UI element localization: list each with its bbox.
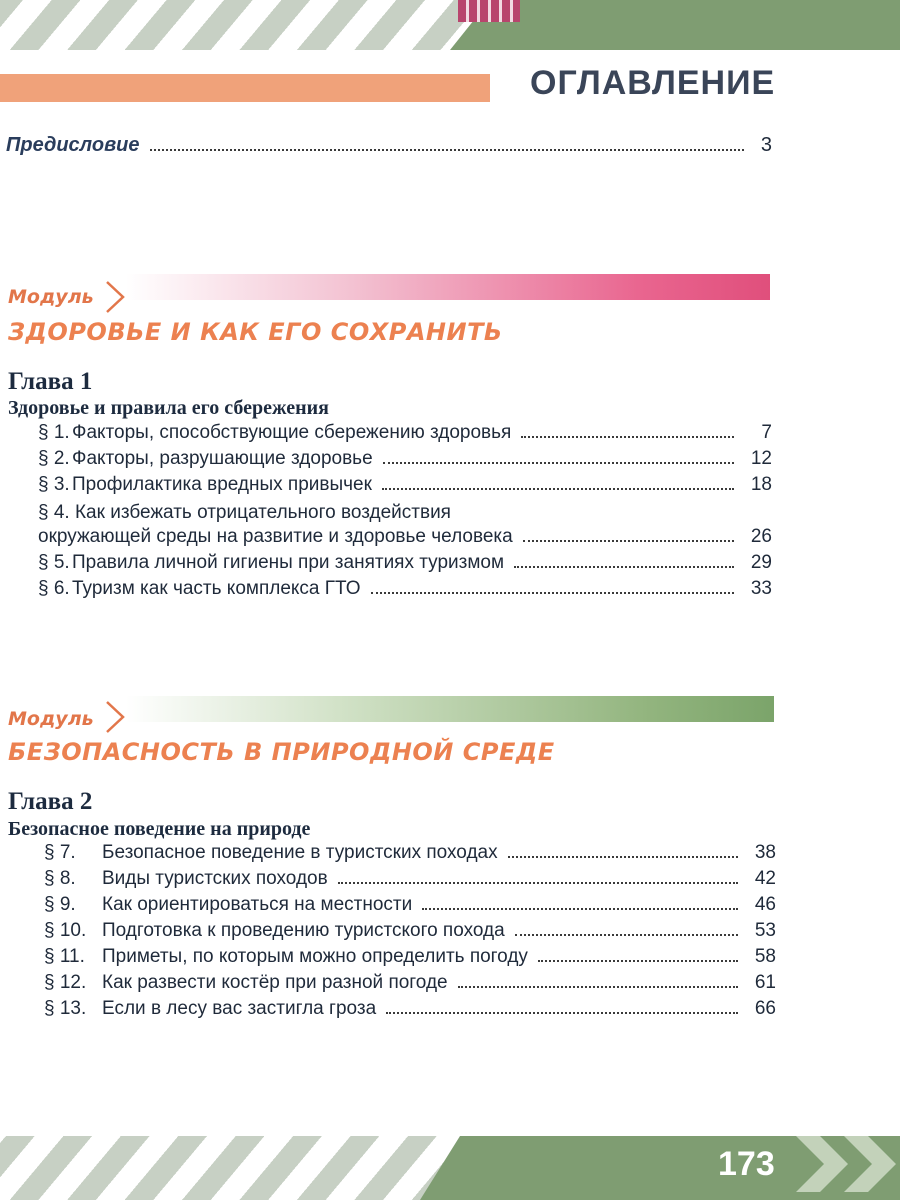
entry-page: 58: [754, 946, 776, 967]
dot-leader: [515, 934, 738, 936]
dot-leader: [514, 566, 734, 568]
dot-leader: [383, 462, 734, 464]
chapter-2-number: Глава 2: [8, 788, 93, 815]
toc-entry[interactable]: [44, 842, 776, 868]
entry-page: 33: [750, 578, 772, 599]
module-1-label: Модуль: [8, 286, 94, 308]
module-1-title: ЗДОРОВЬЕ И КАК ЕГО СОХРАНИТЬ: [8, 318, 503, 346]
entry-title: Правила личной гигиены при занятиях туризмом: [72, 552, 505, 573]
toc-entry[interactable]: [44, 920, 776, 946]
entry-title: Виды туристских походов: [102, 868, 328, 889]
chapter-1-title: Здоровье и правила его сбережения: [8, 397, 329, 419]
entry-number: § 10.: [44, 920, 87, 941]
entry-page: 42: [754, 868, 776, 889]
double-chevron-icon: [790, 1128, 900, 1200]
page-title: ОГЛАВЛЕНИЕ: [530, 64, 776, 102]
entry-title: Подготовка к проведению туристского похода: [102, 920, 505, 941]
entry-page: 26: [750, 526, 772, 547]
entry-number: § 8.: [44, 868, 76, 889]
toc-entry[interactable]: [44, 998, 776, 1024]
entry-number: § 7.: [44, 842, 76, 863]
dot-leader: [150, 149, 745, 151]
dot-leader: [382, 488, 734, 490]
entry-page: 38: [754, 842, 776, 863]
toc-entry-continuation[interactable]: [38, 526, 772, 552]
module-1-color-bar: [126, 274, 770, 300]
toc-entry[interactable]: [44, 972, 776, 998]
chevron-right-icon: [104, 280, 126, 314]
toc-entry[interactable]: [38, 578, 772, 604]
dot-leader: [386, 1012, 738, 1014]
toc-entry-multiline[interactable]: [38, 502, 451, 524]
dot-leader: [422, 908, 738, 910]
entry-title: Если в лесу вас застигла гроза: [102, 998, 377, 1019]
entry-page: 61: [754, 972, 776, 993]
toc-entry[interactable]: [44, 868, 776, 894]
module-2-label: Модуль: [8, 708, 94, 730]
entry-title-continued: окружающей среды на развитие и здоровье человека: [38, 526, 513, 547]
entry-number: § 2.: [38, 448, 70, 469]
entry-number: § 1.: [38, 422, 70, 443]
entry-title: Профилактика вредных привычек: [72, 474, 372, 495]
entry-title: Как ориентироваться на местности: [102, 894, 413, 915]
entry-number: § 13.: [44, 998, 87, 1019]
entry-number: § 11.: [44, 946, 85, 967]
top-color-bars: [458, 0, 520, 22]
entry-page: 7: [761, 422, 772, 443]
entry-number: § 6.: [38, 578, 70, 599]
dot-leader: [458, 986, 738, 988]
entry-page: 12: [750, 448, 772, 469]
entry-number: § 5.: [38, 552, 70, 573]
entry-number: § 3.: [38, 474, 70, 495]
page-number: 173: [718, 1145, 775, 1183]
toc-entry[interactable]: [38, 552, 772, 578]
entry-page: 18: [750, 474, 772, 495]
toc-entry-preface[interactable]: [6, 134, 772, 157]
dot-leader: [523, 540, 734, 542]
entry-page: 29: [750, 552, 772, 573]
toc-entry[interactable]: [38, 422, 772, 448]
entry-page: 53: [754, 920, 776, 941]
entry-title: Факторы, способствующие сбережению здоровья: [72, 422, 512, 443]
entry-number: § 9.: [44, 894, 76, 915]
entry-number: § 4.: [38, 502, 70, 523]
toc-entry[interactable]: [44, 946, 776, 972]
preface-label: Предисловие: [6, 134, 140, 156]
toc-entry[interactable]: [38, 474, 772, 500]
toc-entry[interactable]: [38, 448, 772, 474]
chapter-2-title: Безопасное поведение на природе: [8, 818, 311, 840]
entry-title: Как развести костёр при разной погоде: [102, 972, 448, 993]
module-2-title: БЕЗОПАСНОСТЬ В ПРИРОДНОЙ СРЕДЕ: [8, 738, 555, 766]
entry-title: Приметы, по которым можно определить погоду: [102, 946, 528, 967]
entry-title: Туризм как часть комплекса ГТО: [72, 578, 361, 599]
chapter-1-number: Глава 1: [8, 368, 93, 395]
chevron-right-icon: [104, 700, 126, 734]
dot-leader: [508, 856, 738, 858]
module-2-color-bar: [126, 696, 774, 722]
entry-title: Факторы, разрушающие здоровье: [72, 448, 373, 469]
title-accent-bar: [0, 74, 490, 102]
toc-entry[interactable]: [44, 894, 776, 920]
dot-leader: [538, 960, 738, 962]
entry-page: 46: [754, 894, 776, 915]
entry-title: Безопасное поведение в туристских походах: [102, 842, 498, 863]
dot-leader: [521, 436, 734, 438]
entry-page: 66: [754, 998, 776, 1019]
entry-number: § 12.: [44, 972, 87, 993]
dot-leader: [371, 592, 734, 594]
preface-page: 3: [760, 134, 772, 156]
entry-title: Как избежать отрицательного воздействия: [74, 502, 451, 523]
dot-leader: [338, 882, 738, 884]
